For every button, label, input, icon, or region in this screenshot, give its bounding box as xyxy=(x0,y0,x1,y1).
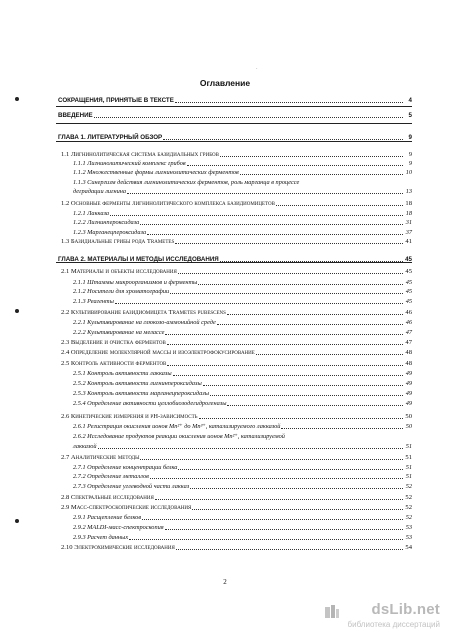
toc-entry-label: 2.5.2 Контроль активности лигнинпероксидазы xyxy=(73,380,202,387)
toc-entry-page: 9 xyxy=(408,160,412,167)
toc-entry-label: 2.6.2 Исследование продуктов реакции окисления ионов Mn²⁺, катализируемой xyxy=(73,433,285,440)
toc-entry-page: 53 xyxy=(405,534,412,541)
toc-entry-page: 49 xyxy=(405,370,412,377)
toc-entry-page: 31 xyxy=(405,219,412,226)
toc-section-entry[interactable] xyxy=(61,238,412,246)
toc-entry-page: 52 xyxy=(405,514,412,521)
toc-entry-page: 51 xyxy=(405,443,412,450)
toc-entry-label: 2.9.3 Расчет данных xyxy=(73,534,129,541)
toc-entry-label: ГЛАВА 1. ЛИТЕРАТУРНЫЙ ОБЗОР xyxy=(58,134,163,141)
toc-entry-label: 2.7.1 Определение концентрации белка xyxy=(73,464,178,471)
toc-entry-label: 2.1 Материалы и объекты исследования xyxy=(61,268,177,275)
toc-entry-label: лакказой xyxy=(73,443,97,450)
toc-entry-page: 13 xyxy=(405,188,412,195)
toc-entry-label: 2.4 Определение молекулярной массы и изоэлектрофокусирование xyxy=(61,349,255,356)
toc-entry-label: 1.1.3 Синергизм действия лигнинолитических ферментов, роль марганца в процессе xyxy=(73,179,300,186)
toc-leader-dots xyxy=(175,243,403,244)
toc-entry-page: 52 xyxy=(405,494,412,501)
toc-entry-label: 1.1.2 Множественные формы лигнинолитических ферментов xyxy=(73,169,239,176)
toc-entry-page: 45 xyxy=(405,288,412,295)
toc-leader-dots xyxy=(165,529,403,530)
binder-hole-mark xyxy=(15,97,19,101)
heading-rule xyxy=(56,106,412,107)
toc-entry-page: 46 xyxy=(405,309,412,316)
toc-entry-label: ГЛАВА 2. МАТЕРИАЛЫ И МЕТОДЫ ИССЛЕДОВАНИЯ xyxy=(58,256,219,263)
scan-mark: · xyxy=(256,67,258,72)
toc-entry-label: 2.5.3 Контроль активности марганецпероксидазы xyxy=(73,390,209,397)
toc-entry-label: 2.6 Кинетические измерения и рН-зависимость xyxy=(61,413,198,420)
toc-leader-dots xyxy=(203,385,403,386)
toc-leader-dots xyxy=(227,314,403,315)
toc-leader-dots xyxy=(167,344,403,345)
toc-subsection-entry[interactable] xyxy=(73,370,412,378)
toc-subsection-entry[interactable] xyxy=(73,433,412,441)
watermark-subtitle: библиотека диссертаций xyxy=(347,620,440,629)
toc-subsection-entry[interactable] xyxy=(73,219,412,227)
toc-section-entry[interactable] xyxy=(61,413,412,421)
toc-section-entry[interactable] xyxy=(61,349,412,357)
toc-leader-dots xyxy=(140,224,403,225)
toc-entry-page: 9 xyxy=(408,134,412,141)
toc-entry-page: 5 xyxy=(408,112,412,119)
toc-subsection-entry[interactable] xyxy=(73,298,412,306)
toc-subsection-entry[interactable] xyxy=(73,380,412,388)
toc-subsection-entry[interactable] xyxy=(73,473,412,481)
toc-subsection-entry[interactable] xyxy=(73,288,412,296)
toc-section-entry[interactable] xyxy=(61,504,412,512)
toc-leader-dots xyxy=(178,273,403,274)
toc-entry-page: 50 xyxy=(405,423,412,430)
toc-entry-label: 2.9.2 MALDI-масс-спектроскопия xyxy=(73,524,164,531)
toc-leader-dots xyxy=(129,539,403,540)
toc-section-entry[interactable] xyxy=(61,309,412,317)
toc-entry-label: 2.7.3 Определение углеводной части лакказ xyxy=(73,483,190,490)
toc-leader-dots xyxy=(140,459,403,460)
toc-entry-label: 2.8 Спектральные исследования xyxy=(61,494,154,501)
toc-entry-label: 1.2.2 Лигнинпероксидаза xyxy=(73,219,140,226)
toc-leader-dots xyxy=(256,354,403,355)
toc-section-entry[interactable] xyxy=(61,454,412,462)
toc-entry-page: 41 xyxy=(405,238,412,245)
toc-entry-page: 18 xyxy=(405,200,412,207)
page-title: Оглавление xyxy=(199,78,251,88)
toc-section-entry[interactable] xyxy=(61,339,412,347)
toc-leader-dots xyxy=(199,418,403,419)
toc-entry-label: 2.9.1 Расщепление белков xyxy=(73,514,142,521)
toc-entry-page: 53 xyxy=(405,524,412,531)
toc-leader-dots xyxy=(190,488,403,489)
toc-entry-page: 46 xyxy=(405,319,412,326)
toc-entry-label: 1.1.1 Лигнинолитический комплекс грибов xyxy=(73,160,186,167)
toc-leader-dots xyxy=(167,365,403,366)
toc-section-entry[interactable] xyxy=(61,544,412,552)
toc-entry-page: 51 xyxy=(405,473,412,480)
toc-leader-dots xyxy=(110,215,403,216)
toc-subsection-entry[interactable] xyxy=(73,464,412,472)
toc-leader-dots xyxy=(187,165,403,166)
toc-entry-page: 49 xyxy=(405,400,412,407)
toc-leader-dots xyxy=(220,261,403,262)
toc-entry-label: 2.2.2 Культивирование на мелассе xyxy=(73,329,165,336)
toc-leader-dots xyxy=(115,303,403,304)
toc-entry-label: 2.9 Масс-спектроскопические исследования xyxy=(61,504,192,511)
toc-leader-dots xyxy=(150,478,403,479)
toc-leader-dots xyxy=(165,334,403,335)
toc-chapter-entry[interactable] xyxy=(58,256,412,264)
toc-leader-dots xyxy=(94,117,403,118)
toc-entry-label: 2.7.2 Определение металлов xyxy=(73,473,149,480)
toc-chapter-entry[interactable] xyxy=(58,112,412,120)
toc-leader-dots xyxy=(217,324,403,325)
toc-entry-page: 49 xyxy=(405,390,412,397)
toc-leader-dots xyxy=(276,205,403,206)
toc-section-entry[interactable] xyxy=(61,200,412,208)
toc-entry-label: СОКРАЩЕНИЯ, ПРИНЯТЫЕ В ТЕКСТЕ xyxy=(58,97,174,104)
toc-entry-label: 2.10 Электрохимические исследования xyxy=(61,544,175,551)
toc-leader-dots xyxy=(147,234,403,235)
toc-subsection-entry[interactable] xyxy=(73,524,412,532)
toc-entry-page: 45 xyxy=(405,279,412,286)
toc-subsection-entry[interactable] xyxy=(73,483,412,491)
toc-section-entry[interactable] xyxy=(61,151,412,159)
toc-section-entry[interactable] xyxy=(61,360,412,368)
toc-section-entry[interactable] xyxy=(61,494,412,502)
toc-entry-page: 47 xyxy=(405,339,412,346)
toc-entry-page: 45 xyxy=(405,268,412,275)
toc-subsection-entry[interactable] xyxy=(73,279,412,287)
toc-subsection-entry[interactable] xyxy=(73,179,412,187)
toc-entry-label: 2.6.1 Регистрация окисления ионов Mn²⁺ до Mn³⁺, катализируемого лакказой xyxy=(73,423,281,430)
toc-entry-label: 2.5.1 Контроль активности лакказы xyxy=(73,370,172,377)
watermark-logo: dsLib.net xyxy=(371,601,440,618)
toc-entry-label: 1.2 Основные ферменты лигнинолитического комплекса базидиомицетов xyxy=(61,200,275,207)
toc-entry-label: 2.3 Выделение и очистка ферментов xyxy=(61,339,166,346)
toc-leader-dots xyxy=(281,428,403,429)
toc-entry-page: 37 xyxy=(405,229,412,236)
toc-subsection-entry[interactable] xyxy=(73,160,412,168)
toc-entry-page: 54 xyxy=(405,544,412,551)
toc-entry-page: 45 xyxy=(405,256,412,263)
toc-entry-label: 2.2 Культивирование базидиомицета Trametes pubescens xyxy=(61,309,226,316)
toc-entry-label: ВВЕДЕНИЕ xyxy=(58,112,93,119)
toc-subsection-entry[interactable] xyxy=(73,188,412,196)
toc-subsection-entry[interactable] xyxy=(73,423,412,431)
toc-entry-page: 45 xyxy=(405,298,412,305)
toc-leader-dots xyxy=(155,499,403,500)
toc-entry-label: 1.3 Базидиальные грибы рода Trametes xyxy=(61,238,175,245)
toc-leader-dots xyxy=(227,405,403,406)
toc-subsection-entry[interactable] xyxy=(73,169,412,177)
toc-entry-label: 2.5.4 Определение активности целлобиозодегидрогеназы xyxy=(73,400,227,407)
toc-subsection-entry[interactable] xyxy=(73,400,412,408)
toc-entry-label: 2.1.2 Носители для хроматографии xyxy=(73,288,170,295)
toc-entry-page: 4 xyxy=(408,97,412,104)
toc-entry-page: 48 xyxy=(405,349,412,356)
toc-subsection-entry[interactable] xyxy=(73,534,412,542)
heading-rule xyxy=(56,123,412,124)
toc-chapter-entry[interactable] xyxy=(58,134,412,142)
binder-hole-mark xyxy=(15,519,19,523)
toc-entry-page: 52 xyxy=(405,504,412,511)
toc-leader-dots xyxy=(198,284,403,285)
toc-entry-page: 50 xyxy=(405,413,412,420)
toc-subsection-entry[interactable] xyxy=(73,514,412,522)
toc-leader-dots xyxy=(175,102,403,103)
toc-subsection-entry[interactable] xyxy=(73,443,412,451)
toc-subsection-entry[interactable] xyxy=(73,390,412,398)
toc-leader-dots xyxy=(240,174,403,175)
toc-entry-label: 1.1 Лигнинолитическая система базидиальных грибов xyxy=(61,151,219,158)
toc-leader-dots xyxy=(176,549,403,550)
toc-subsection-entry[interactable] xyxy=(73,319,412,327)
toc-chapter-entry[interactable] xyxy=(58,97,412,105)
toc-entry-label: 2.7 Аналитические методы xyxy=(61,454,140,461)
toc-leader-dots xyxy=(142,519,403,520)
toc-leader-dots xyxy=(210,395,403,396)
page-number: 2 xyxy=(223,578,227,586)
toc-entry-page: 47 xyxy=(405,329,412,336)
toc-leader-dots xyxy=(163,139,403,140)
toc-entry-page: 51 xyxy=(405,454,412,461)
toc-entry-page: 18 xyxy=(405,210,412,217)
toc-section-entry[interactable] xyxy=(61,268,412,276)
toc-entry-label: деградации лигнина xyxy=(73,188,127,195)
toc-entry-label: 2.2.1 Культивирование на глюкозо-аммонийной среде xyxy=(73,319,216,326)
toc-leader-dots xyxy=(220,156,403,157)
toc-entry-label: 2.5 Контроль активности ферментов xyxy=(61,360,167,367)
toc-entry-label: 2.1.1 Штаммы микроорганизмов и ферменты xyxy=(73,279,198,286)
toc-leader-dots xyxy=(173,375,403,376)
toc-leader-dots xyxy=(192,509,403,510)
toc-entry-page: 49 xyxy=(405,380,412,387)
library-logo-icon xyxy=(324,604,340,620)
toc-leader-dots xyxy=(127,193,403,194)
toc-entry-label: 1.2.3 Марганецпероксидаза xyxy=(73,229,147,236)
toc-entry-label: 1.2.1 Лакказа xyxy=(73,210,110,217)
toc-leader-dots xyxy=(178,469,403,470)
binder-hole-mark xyxy=(15,309,19,313)
watermark xyxy=(324,601,442,631)
toc-leader-dots xyxy=(170,293,403,294)
toc-leader-dots xyxy=(98,448,403,449)
toc-entry-page: 48 xyxy=(405,360,412,367)
toc-subsection-entry[interactable] xyxy=(73,229,412,237)
toc-entry-label: 2.1.3 Реагенты xyxy=(73,298,114,305)
toc-entry-page: 52 xyxy=(405,483,412,490)
toc-subsection-entry[interactable] xyxy=(73,329,412,337)
toc-entry-page: 9 xyxy=(408,151,412,158)
toc-subsection-entry[interactable] xyxy=(73,210,412,218)
toc-entry-page: 51 xyxy=(405,464,412,471)
toc-entry-page: 10 xyxy=(405,169,412,176)
